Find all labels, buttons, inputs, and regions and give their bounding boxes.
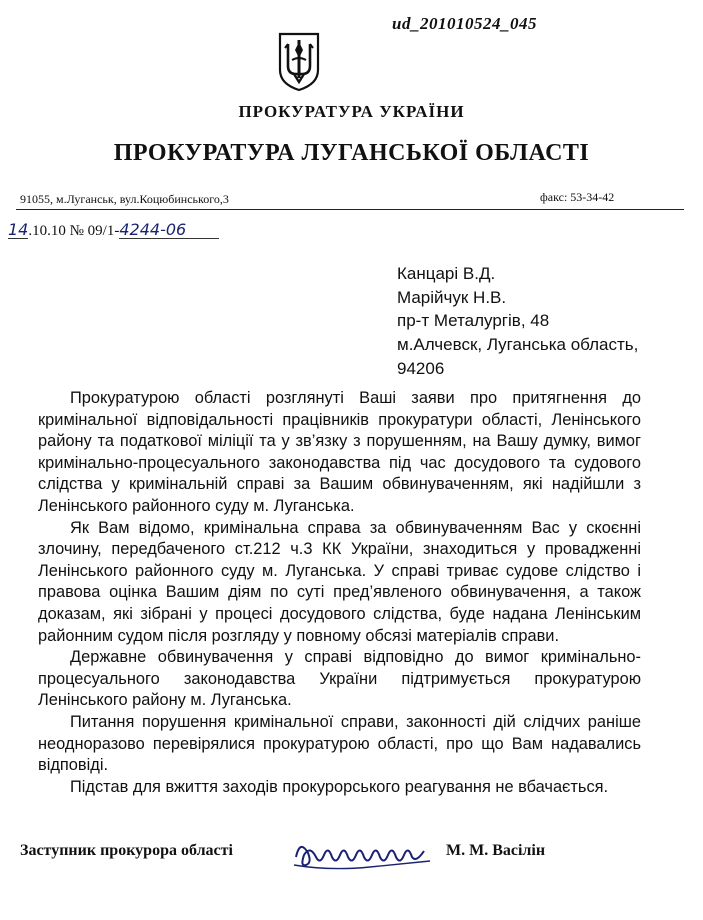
signature-image: [290, 827, 440, 875]
recipient-line: м.Алчевск, Луганська область,: [397, 335, 639, 355]
ref-day-handwritten: 14: [8, 220, 29, 239]
document-id: ud_201010524_045: [392, 14, 537, 33]
body-paragraph: Як Вам відомо, кримінальна справа за обвинуваченням Вас у скоєнні злочину, передбаченого ст.212 ч.3 КК України, знаходиться у провадженні Ленінського районного суду м. Луганська. У справі триває судове слідство і правова оцінка Вашим діям по суті пред’явленого обвинувачення, а також доказам, які зібрані у процесі досудового слідства, буде надана Ленінським районним судом після розгляду у повному обсязі матеріалів справи.: [38, 518, 641, 645]
body-paragraph: Державне обвинувачення у справі відповідно до вимог кримінально-процесуального законодавства України підтримується прокуратурою Ленінського району м. Луганська.: [38, 648, 641, 710]
org-address: 91055, м.Луганськ, вул.Коцюбинського,3: [20, 192, 229, 206]
reference-line: [8, 222, 219, 240]
body-paragraph: Прокуратурою області розглянуті Ваші заяви про притягнення до кримінальної відповідальності працівників прокуратури області, Ленінського району та податкової міліції та у зв’язку з порушенням, на Вашу думку, вимог кримінально-процесуального законодавства під час досудового та судового слідства у кримінальній справі за Вашим обвинуваченням, які надійшли з Ленінського районного суду м. Луганська.: [38, 389, 641, 515]
trident-icon: [274, 30, 324, 92]
closing-paragraph: Підстав для вжиття заходів прокурорського реагування не вбачається.: [70, 777, 609, 796]
recipient-line: пр-т Металургів, 48: [397, 311, 550, 331]
header-divider: [16, 209, 684, 210]
ref-number-handwritten: 4244-06: [119, 222, 219, 239]
recipient-line: Канцарі В.Д.: [397, 264, 496, 283]
recipient-line: 94206: [397, 358, 445, 378]
signer-title: Заступник прокурора області: [20, 842, 233, 859]
org-fax: факс: 53-34-42: [540, 190, 615, 204]
body-paragraph: Питання порушення кримінальної справи, законності дій слідчих раніше неодноразово перевірялися прокуратурою області, про що Вам надавались відповіді.: [38, 712, 641, 775]
org-secondary-title: ПРОКУРАТУРА ЛУГАНСЬКОЇ ОБЛАСТІ: [113, 140, 590, 166]
org-primary-title: ПРОКУРАТУРА УКРАЇНИ: [238, 102, 465, 121]
recipient-block: [397, 262, 638, 381]
letter-body: [38, 388, 641, 798]
recipient-line: Марійчук Н.В.: [397, 287, 507, 307]
signer-name: М. М. Васілін: [446, 842, 546, 859]
ref-date-printed: .10.10 № 09/1-: [28, 223, 120, 239]
